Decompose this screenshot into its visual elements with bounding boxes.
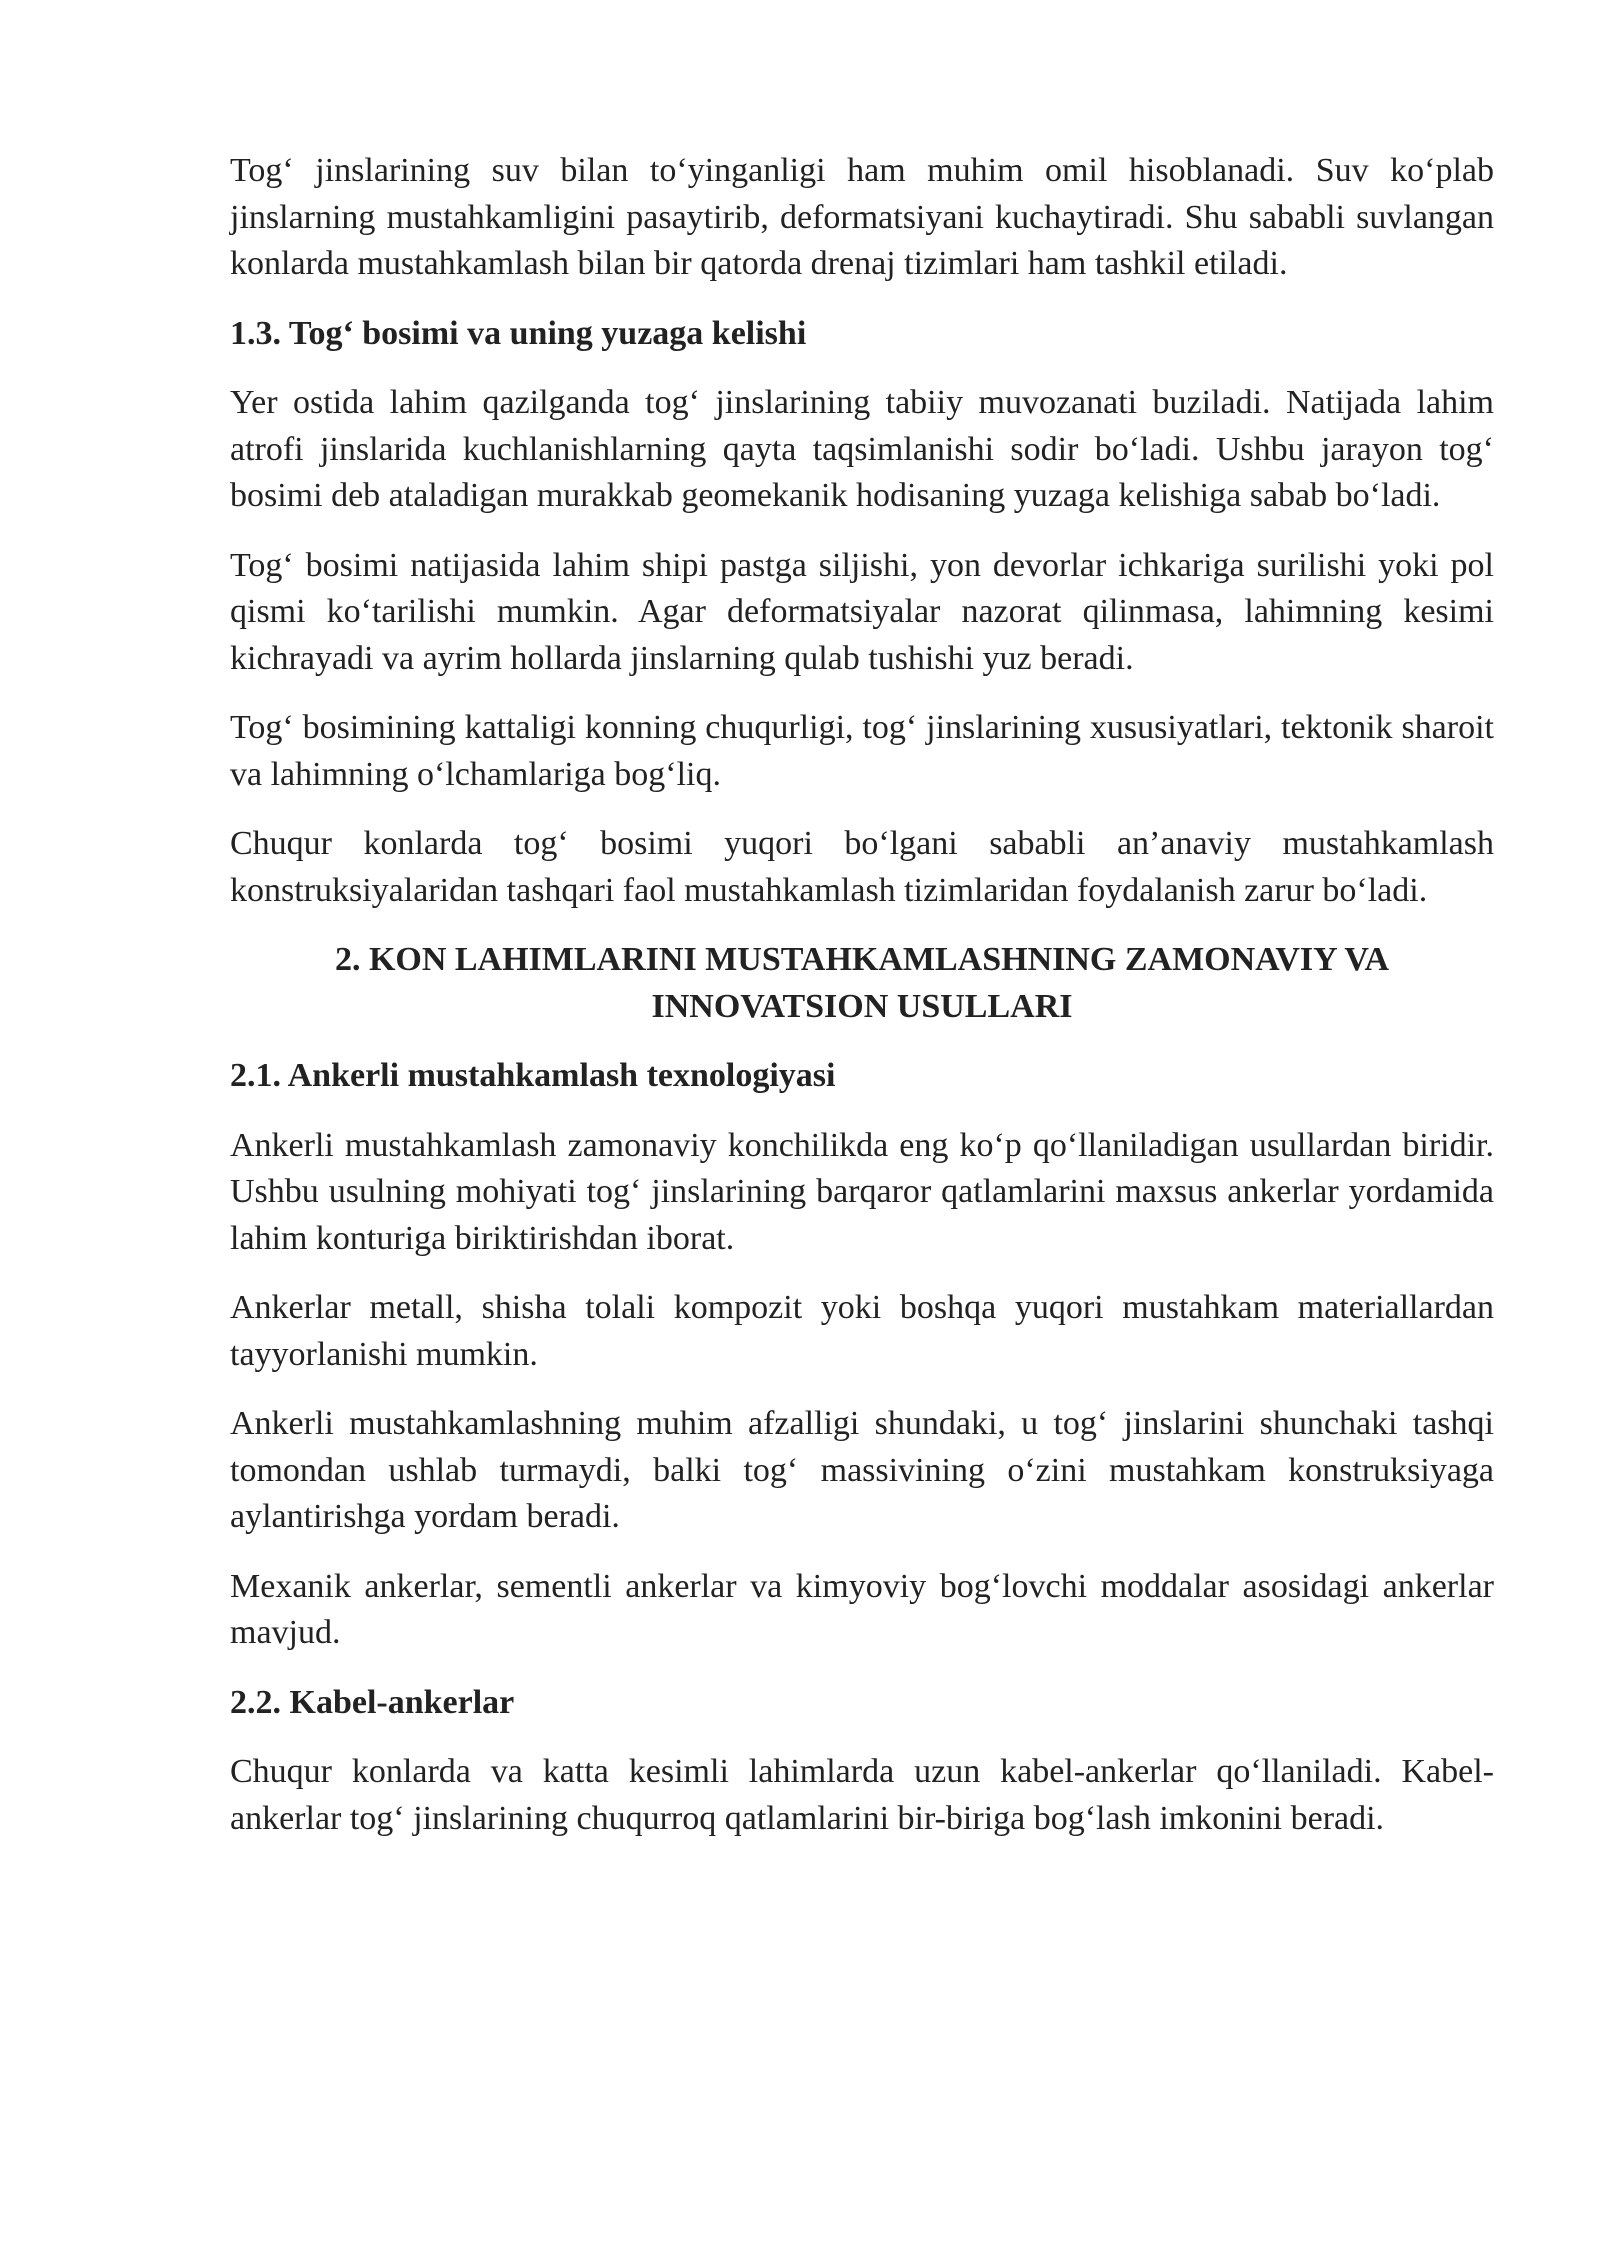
heading-section-2-1: 2.1. Ankerli mustahkamlash texnologiyasi: [230, 1057, 836, 1094]
paragraph-anchor-intro: Ankerli mustahkamlash zamonaviy konchilikda eng ko‘p qo‘llaniladigan usullardan biridir. Ushbu usulning mohiyati tog‘ jinslarining barqaror qatlamlarini maxsus ankerlar yordamida lahim konturiga biriktirishdan iborat.: [230, 1126, 1494, 1257]
paragraph-anchor-types: Mexanik ankerlar, sementli ankerlar va kimyoviy bog‘lovchi moddalar asosidagi ankerlar mavjud.: [230, 1567, 1494, 1651]
heading-section-2-2: 2.2. Kabel-ankerlar: [230, 1683, 515, 1721]
heading-section-1-3: 1.3. Tog‘ bosimi va uning yuzaga kelishi: [230, 314, 807, 352]
paragraph-water-saturation: Tog‘ jinslarining suv bilan to‘yinganligi ham muhim omil hisoblanadi. Suv ko‘plab jinslarning mustahkamligini pasaytirib, deformatsiyani kuchaytiradi. Shu sababli suvlangan konlarda mustahkamlash bilan bir qatorda drenaj tizimlari ham tashkil etiladi.: [230, 152, 1494, 282]
paragraph-rock-pressure-origin: Yer ostida lahim qazilganda tog‘ jinslarining tabiiy muvozanati buziladi. Natijada lahim atrofi jinslarida kuchlanishlarning qayta taqsimlanishi sodir bo‘ladi. Ushbu jarayon tog‘ bosimi deb ataladigan murakkab geomekanik hodisaning yuzaga kelishiga sabab bo‘ladi.: [230, 384, 1494, 514]
paragraph-rock-pressure-magnitude: Tog‘ bosimining kattaligi konning chuqurligi, tog‘ jinslarining xususiyatlari, tektonik sharoit va lahimning o‘lchamlariga bog‘liq.: [230, 709, 1494, 793]
document-page: [230, 148, 1494, 1865]
heading-chapter-2: 2. KON LAHIMLARINI MUSTAHKAMLASHNING ZAMONAVIY VA INNOVATSION USULLARI: [334, 941, 1390, 1025]
paragraph-rock-pressure-effects: Tog‘ bosimi natijasida lahim shipi pastga siljishi, yon devorlar ichkariga surilishi yoki pol qismi ko‘tarilishi mumkin. Agar deformatsiyalar nazorat qilinmasa, lahimning kesimi kichrayadi va ayrim hollarda jinslarning qulab tushishi yuz beradi.: [230, 546, 1494, 677]
paragraph-cable-anchors: Chuqur konlarda va katta kesimli lahimlarda uzun kabel-ankerlar qo‘llaniladi. Kabel-ankerlar tog‘ jinslarining chuqurroq qatlamlarini bir-biriga bog‘lash imkonini beradi.: [230, 1753, 1494, 1837]
paragraph-anchor-materials: Ankerlar metall, shisha tolali kompozit yoki boshqa yuqori mustahkam materiallardan tayyorlanishi mumkin.: [230, 1289, 1494, 1373]
paragraph-deep-mines: Chuqur konlarda tog‘ bosimi yuqori bo‘lgani sababli an’anaviy mustahkamlash konstruksiyalaridan tashqari faol mustahkamlash tizimlaridan foydalanish zarur bo‘ladi.: [230, 825, 1494, 909]
paragraph-anchor-advantage: Ankerli mustahkamlashning muhim afzalligi shundaki, u tog‘ jinslarini shunchaki tashqi tomondan ushlab turmaydi, balki tog‘ massivining o‘zini mustahkam konstruksiyaga aylantirishga yordam beradi.: [230, 1405, 1494, 1535]
